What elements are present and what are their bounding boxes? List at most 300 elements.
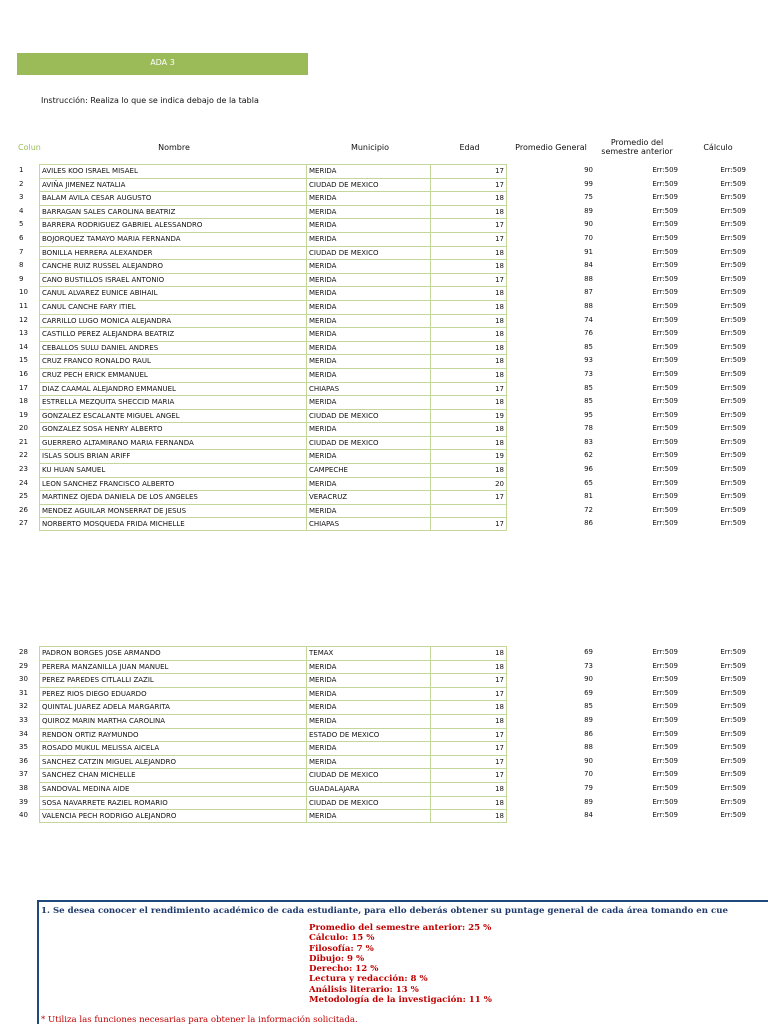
cell-promedio-semestre[interactable]: Err:509 (652, 274, 678, 283)
cell-promedio-general[interactable]: 81 (584, 492, 593, 501)
cell-promedio-general[interactable]: 85 (584, 383, 593, 392)
cell-municipio[interactable]: CHIAPAS (307, 517, 431, 531)
row-number[interactable]: 40 (19, 811, 28, 820)
cell-edad[interactable]: 17 (431, 687, 507, 701)
cell-promedio-semestre[interactable]: Err:509 (652, 342, 678, 351)
cell-edad[interactable]: 18 (431, 646, 507, 660)
cell-municipio[interactable]: MERIDA (307, 660, 431, 674)
row-number[interactable]: 32 (19, 702, 28, 711)
cell-nombre[interactable]: VALENCIA PECH RODRIGO ALEJANDRO (39, 809, 307, 823)
cell-edad[interactable]: 18 (431, 660, 507, 674)
cell-municipio[interactable]: MERIDA (307, 504, 431, 518)
cell-promedio-general[interactable]: 78 (584, 424, 593, 433)
cell-promedio-general[interactable]: 86 (584, 729, 593, 738)
cell-edad[interactable]: 17 (431, 382, 507, 396)
cell-calculo[interactable]: Err:509 (720, 315, 746, 324)
table-row (0, 178, 768, 192)
cell-promedio-semestre[interactable]: Err:509 (652, 247, 678, 256)
row-number[interactable]: 16 (19, 369, 28, 378)
cell-edad[interactable]: 18 (431, 354, 507, 368)
cell-promedio-general[interactable]: 85 (584, 342, 593, 351)
cell-promedio-semestre[interactable]: Err:509 (652, 397, 678, 406)
cell-calculo[interactable]: Err:509 (720, 743, 746, 752)
cell-municipio[interactable]: MERIDA (307, 477, 431, 491)
cell-promedio-general[interactable]: 88 (584, 274, 593, 283)
cell-edad[interactable]: 18 (431, 700, 507, 714)
cell-calculo[interactable]: Err:509 (720, 397, 746, 406)
cell-municipio[interactable]: MERIDA (307, 259, 431, 273)
cell-edad[interactable]: 18 (431, 314, 507, 328)
cell-calculo[interactable]: Err:509 (720, 383, 746, 392)
cell-promedio-semestre[interactable]: Err:509 (652, 206, 678, 215)
cell-promedio-general[interactable]: 69 (584, 648, 593, 656)
cell-promedio-general[interactable]: 65 (584, 478, 593, 487)
cell-edad[interactable] (431, 504, 507, 518)
cell-promedio-semestre[interactable]: Err:509 (652, 492, 678, 501)
cell-municipio[interactable]: MERIDA (307, 449, 431, 463)
cell-nombre[interactable]: RENDON ORTIZ RAYMUNDO (39, 728, 307, 742)
table-row (0, 409, 768, 423)
cell-calculo[interactable]: Err:509 (720, 437, 746, 446)
cell-edad[interactable]: 19 (431, 409, 507, 423)
cell-edad[interactable]: 18 (431, 286, 507, 300)
cell-edad[interactable]: 18 (431, 191, 507, 205)
cell-nombre[interactable]: BARRERA RODRIGUEZ GABRIEL ALESSANDRO (39, 218, 307, 232)
cell-nombre[interactable]: QUIROZ MARIN MARTHA CAROLINA (39, 714, 307, 728)
cell-municipio[interactable]: MERIDA (307, 741, 431, 755)
cell-promedio-semestre[interactable]: Err:509 (652, 437, 678, 446)
cell-calculo[interactable]: Err:509 (720, 715, 746, 724)
row-number[interactable]: 28 (19, 648, 28, 656)
cell-nombre[interactable]: SANCHEZ CHAN MICHELLE (39, 768, 307, 782)
row-number[interactable]: 29 (19, 661, 28, 670)
cell-promedio-general[interactable]: 85 (584, 397, 593, 406)
cell-promedio-general[interactable]: 88 (584, 301, 593, 310)
cell-promedio-general[interactable]: 79 (584, 783, 593, 792)
cell-promedio-semestre[interactable]: Err:509 (652, 756, 678, 765)
cell-municipio[interactable]: ESTADO DE MEXICO (307, 728, 431, 742)
cell-edad[interactable]: 17 (431, 728, 507, 742)
cell-nombre[interactable]: AVILES KOO ISRAEL MISAEL (39, 164, 307, 178)
cell-calculo[interactable]: Err:509 (720, 675, 746, 684)
cell-promedio-general[interactable]: 90 (584, 220, 593, 229)
cell-calculo[interactable]: Err:509 (720, 342, 746, 351)
cell-nombre[interactable]: PADRON BORGES JOSE ARMANDO (39, 646, 307, 660)
cell-edad[interactable]: 17 (431, 741, 507, 755)
row-number[interactable]: 31 (19, 688, 28, 697)
cell-promedio-general[interactable]: 83 (584, 437, 593, 446)
cell-municipio[interactable]: MERIDA (307, 300, 431, 314)
cell-nombre[interactable]: SOSA NAVARRETE RAZIEL ROMARIO (39, 796, 307, 810)
cell-edad[interactable]: 17 (431, 673, 507, 687)
cell-nombre[interactable]: PEREZ RIOS DIEGO EDUARDO (39, 687, 307, 701)
row-number[interactable]: 19 (19, 410, 28, 419)
cell-nombre[interactable]: CASTILLO PEREZ ALEJANDRA BEATRIZ (39, 327, 307, 341)
cell-edad[interactable]: 17 (431, 218, 507, 232)
cell-promedio-semestre[interactable]: Err:509 (652, 315, 678, 324)
cell-edad[interactable]: 17 (431, 232, 507, 246)
cell-calculo[interactable]: Err:509 (720, 451, 746, 460)
cell-edad[interactable]: 18 (431, 205, 507, 219)
row-number[interactable]: 25 (19, 492, 28, 501)
row-number[interactable]: 35 (19, 743, 28, 752)
title-banner[interactable]: ADA 3 (17, 53, 308, 75)
cell-promedio-general[interactable]: 96 (584, 465, 593, 474)
cell-edad[interactable]: 18 (431, 809, 507, 823)
cell-municipio[interactable]: MERIDA (307, 395, 431, 409)
header-promedio-general[interactable]: Promedio General (515, 143, 587, 152)
cell-nombre[interactable]: PERERA MANZANILLA JUAN MANUEL (39, 660, 307, 674)
cell-calculo[interactable]: Err:509 (720, 206, 746, 215)
cell-promedio-semestre[interactable]: Err:509 (652, 478, 678, 487)
cell-municipio[interactable]: CAMPECHE (307, 463, 431, 477)
cell-calculo[interactable]: Err:509 (720, 424, 746, 433)
cell-promedio-semestre[interactable]: Err:509 (652, 383, 678, 392)
cell-edad[interactable]: 18 (431, 782, 507, 796)
cell-calculo[interactable]: Err:509 (720, 756, 746, 765)
cell-municipio[interactable]: MERIDA (307, 755, 431, 769)
cell-edad[interactable]: 18 (431, 341, 507, 355)
cell-edad[interactable]: 18 (431, 395, 507, 409)
cell-nombre[interactable]: BOJORQUEZ TAMAYO MARIA FERNANDA (39, 232, 307, 246)
cell-promedio-semestre[interactable]: Err:509 (652, 743, 678, 752)
instruction-text: Instrucción: Realiza lo que se indica debajo de la tabla (41, 96, 259, 105)
cell-promedio-semestre[interactable]: Err:509 (652, 356, 678, 365)
row-number[interactable]: 24 (19, 478, 28, 487)
cell-promedio-general[interactable]: 89 (584, 206, 593, 215)
task-note: * Utiliza las funciones necesarias para obtener la información solicitada. (41, 1015, 358, 1024)
cell-municipio[interactable]: CIUDAD DE MEXICO (307, 768, 431, 782)
row-number[interactable]: 39 (19, 797, 28, 806)
header-nombre[interactable]: Nombre (158, 143, 190, 152)
cell-promedio-general[interactable]: 70 (584, 233, 593, 242)
row-number[interactable]: 26 (19, 505, 28, 514)
cell-nombre[interactable]: CRUZ FRANCO RONALDO RAUL (39, 354, 307, 368)
cell-nombre[interactable]: CANCHE RUIZ RUSSEL ALEJANDRO (39, 259, 307, 273)
cell-calculo[interactable]: Err:509 (720, 505, 746, 514)
cell-promedio-general[interactable]: 70 (584, 770, 593, 779)
cell-promedio-semestre[interactable]: Err:509 (652, 166, 678, 174)
cell-edad[interactable]: 17 (431, 273, 507, 287)
cell-promedio-general[interactable]: 76 (584, 329, 593, 338)
weight-item: Derecho: 12 % (309, 964, 379, 975)
cell-nombre[interactable]: CARRILLO LUGO MONICA ALEJANDRA (39, 314, 307, 328)
cell-calculo[interactable]: Err:509 (720, 688, 746, 697)
cell-municipio[interactable]: MERIDA (307, 314, 431, 328)
cell-promedio-general[interactable]: 72 (584, 505, 593, 514)
header-promedio-semestre[interactable]: Promedio del semestre anterior (601, 138, 673, 156)
cell-promedio-semestre[interactable]: Err:509 (652, 729, 678, 738)
cell-municipio[interactable]: CHIAPAS (307, 382, 431, 396)
cell-edad[interactable]: 17 (431, 768, 507, 782)
row-number[interactable]: 12 (19, 315, 28, 324)
cell-municipio[interactable]: MERIDA (307, 218, 431, 232)
cell-promedio-semestre[interactable]: Err:509 (652, 648, 678, 656)
cell-nombre[interactable]: CANUL CANCHE FARY ITIEL (39, 300, 307, 314)
cell-promedio-semestre[interactable]: Err:509 (652, 179, 678, 188)
cell-calculo[interactable]: Err:509 (720, 729, 746, 738)
cell-promedio-general[interactable]: 95 (584, 410, 593, 419)
cell-calculo[interactable]: Err:509 (720, 410, 746, 419)
row-number[interactable]: 10 (19, 288, 28, 297)
cell-calculo[interactable]: Err:509 (720, 261, 746, 270)
cell-nombre[interactable]: ISLAS SOLIS BRIAN ARIFF (39, 449, 307, 463)
cell-municipio[interactable]: CIUDAD DE MEXICO (307, 178, 431, 192)
cell-promedio-general[interactable]: 73 (584, 369, 593, 378)
cell-nombre[interactable]: AVIÑA JIMENEZ NATALIA (39, 178, 307, 192)
cell-municipio[interactable]: MERIDA (307, 273, 431, 287)
cell-calculo[interactable]: Err:509 (720, 220, 746, 229)
cell-edad[interactable]: 18 (431, 300, 507, 314)
cell-edad[interactable]: 18 (431, 463, 507, 477)
cell-nombre[interactable]: DIAZ CAAMAL ALEJANDRO EMMANUEL (39, 382, 307, 396)
cell-edad[interactable]: 18 (431, 422, 507, 436)
cell-promedio-general[interactable]: 84 (584, 811, 593, 820)
weight-item: Lectura y redacción: 8 % (309, 974, 428, 985)
cell-municipio[interactable]: MERIDA (307, 673, 431, 687)
cell-nombre[interactable]: SANDOVAL MEDINA AIDE (39, 782, 307, 796)
cell-promedio-semestre[interactable]: Err:509 (652, 715, 678, 724)
cell-municipio[interactable]: MERIDA (307, 714, 431, 728)
cell-edad[interactable]: 18 (431, 368, 507, 382)
cell-promedio-semestre[interactable]: Err:509 (652, 519, 678, 528)
row-number[interactable]: 3 (19, 193, 24, 202)
row-number[interactable]: 5 (19, 220, 24, 229)
cell-municipio[interactable]: MERIDA (307, 232, 431, 246)
cell-promedio-general[interactable]: 90 (584, 166, 593, 174)
cell-promedio-general[interactable]: 87 (584, 288, 593, 297)
cell-promedio-general[interactable]: 89 (584, 797, 593, 806)
cell-promedio-semestre[interactable]: Err:509 (652, 261, 678, 270)
cell-edad[interactable]: 17 (431, 755, 507, 769)
cell-calculo[interactable]: Err:509 (720, 648, 746, 656)
row-number[interactable]: 9 (19, 274, 24, 283)
cell-nombre[interactable]: ROSADO MUKUL MELISSA AICELA (39, 741, 307, 755)
row-number[interactable]: 20 (19, 424, 28, 433)
cell-municipio[interactable]: CIUDAD DE MEXICO (307, 246, 431, 260)
cell-calculo[interactable]: Err:509 (720, 233, 746, 242)
cell-nombre[interactable]: GONZALEZ ESCALANTE MIGUEL ANGEL (39, 409, 307, 423)
cell-promedio-semestre[interactable]: Err:509 (652, 451, 678, 460)
cell-promedio-semestre[interactable]: Err:509 (652, 783, 678, 792)
cell-promedio-general[interactable]: 93 (584, 356, 593, 365)
cell-calculo[interactable]: Err:509 (720, 166, 746, 174)
cell-calculo[interactable]: Err:509 (720, 811, 746, 820)
cell-calculo[interactable]: Err:509 (720, 274, 746, 283)
cell-nombre[interactable]: KU HUAN SAMUEL (39, 463, 307, 477)
row-number[interactable]: 15 (19, 356, 28, 365)
cell-nombre[interactable]: BALAM AVILA CESAR AUGUSTO (39, 191, 307, 205)
cell-edad[interactable]: 18 (431, 436, 507, 450)
cell-municipio[interactable]: MERIDA (307, 286, 431, 300)
cell-nombre[interactable]: MENDEZ AGUILAR MONSERRAT DE JESUS (39, 504, 307, 518)
row-number[interactable]: 13 (19, 329, 28, 338)
cell-promedio-semestre[interactable]: Err:509 (652, 424, 678, 433)
cell-calculo[interactable]: Err:509 (720, 478, 746, 487)
row-number[interactable]: 14 (19, 342, 28, 351)
cell-promedio-general[interactable]: 62 (584, 451, 593, 460)
row-number[interactable]: 6 (19, 233, 24, 242)
cell-nombre[interactable]: PEREZ PAREDES CITLALLI ZAZIL (39, 673, 307, 687)
cell-promedio-semestre[interactable]: Err:509 (652, 301, 678, 310)
table-row (0, 436, 768, 450)
row-number[interactable]: 34 (19, 729, 28, 738)
cell-promedio-general[interactable]: 69 (584, 688, 593, 697)
cell-calculo[interactable]: Err:509 (720, 179, 746, 188)
cell-municipio[interactable]: MERIDA (307, 327, 431, 341)
row-number[interactable]: 11 (19, 301, 28, 310)
cell-municipio[interactable]: TEMAX (307, 646, 431, 660)
row-number[interactable]: 37 (19, 770, 28, 779)
row-number[interactable]: 7 (19, 247, 24, 256)
cell-promedio-general[interactable]: 75 (584, 193, 593, 202)
row-number[interactable]: 4 (19, 206, 24, 215)
cell-municipio[interactable]: MERIDA (307, 368, 431, 382)
cell-calculo[interactable]: Err:509 (720, 797, 746, 806)
row-number[interactable]: 38 (19, 783, 28, 792)
cell-edad[interactable]: 17 (431, 178, 507, 192)
cell-promedio-semestre[interactable]: Err:509 (652, 797, 678, 806)
row-number[interactable]: 21 (19, 437, 28, 446)
cell-calculo[interactable]: Err:509 (720, 288, 746, 297)
cell-municipio[interactable]: MERIDA (307, 700, 431, 714)
cell-nombre[interactable]: ESTRELLA MEZQUITA SHECCID MARIA (39, 395, 307, 409)
cell-municipio[interactable]: MERIDA (307, 205, 431, 219)
cell-calculo[interactable]: Err:509 (720, 247, 746, 256)
header-colun[interactable]: Colun (18, 143, 41, 152)
cell-promedio-semestre[interactable]: Err:509 (652, 702, 678, 711)
row-number[interactable]: 30 (19, 675, 28, 684)
row-number[interactable]: 2 (19, 179, 24, 188)
cell-promedio-general[interactable]: 90 (584, 675, 593, 684)
cell-nombre[interactable]: QUINTAL JUAREZ ADELA MARGARITA (39, 700, 307, 714)
cell-calculo[interactable]: Err:509 (720, 356, 746, 365)
header-calculo[interactable]: Cálculo (703, 143, 733, 152)
cell-nombre[interactable]: LEON SANCHEZ FRANCISCO ALBERTO (39, 477, 307, 491)
cell-municipio[interactable]: MERIDA (307, 687, 431, 701)
cell-promedio-general[interactable]: 73 (584, 661, 593, 670)
cell-nombre[interactable]: BARRAGAN SALES CAROLINA BEATRIZ (39, 205, 307, 219)
cell-promedio-semestre[interactable]: Err:509 (652, 675, 678, 684)
cell-promedio-general[interactable]: 86 (584, 519, 593, 528)
cell-calculo[interactable]: Err:509 (720, 492, 746, 501)
cell-calculo[interactable]: Err:509 (720, 329, 746, 338)
cell-nombre[interactable]: NORBERTO MOSQUEDA FRIDA MICHELLE (39, 517, 307, 531)
row-number[interactable]: 27 (19, 519, 28, 528)
cell-promedio-semestre[interactable]: Err:509 (652, 505, 678, 514)
cell-municipio[interactable]: MERIDA (307, 341, 431, 355)
cell-edad[interactable]: 17 (431, 164, 507, 178)
cell-promedio-general[interactable]: 89 (584, 715, 593, 724)
cell-promedio-semestre[interactable]: Err:509 (652, 465, 678, 474)
cell-municipio[interactable]: CIUDAD DE MEXICO (307, 409, 431, 423)
cell-promedio-general[interactable]: 88 (584, 743, 593, 752)
cell-edad[interactable]: 18 (431, 259, 507, 273)
task-box[interactable] (37, 900, 768, 1024)
cell-municipio[interactable]: MERIDA (307, 164, 431, 178)
cell-calculo[interactable]: Err:509 (720, 301, 746, 310)
cell-edad[interactable]: 18 (431, 327, 507, 341)
cell-promedio-semestre[interactable]: Err:509 (652, 770, 678, 779)
cell-municipio[interactable]: MERIDA (307, 422, 431, 436)
cell-edad[interactable]: 19 (431, 449, 507, 463)
cell-municipio[interactable]: MERIDA (307, 191, 431, 205)
cell-calculo[interactable]: Err:509 (720, 369, 746, 378)
cell-municipio[interactable]: CIUDAD DE MEXICO (307, 436, 431, 450)
cell-edad[interactable]: 17 (431, 490, 507, 504)
row-number[interactable]: 8 (19, 261, 24, 270)
cell-promedio-general[interactable]: 91 (584, 247, 593, 256)
cell-promedio-semestre[interactable]: Err:509 (652, 329, 678, 338)
weight-item: Cálculo: 15 % (309, 933, 375, 944)
cell-edad[interactable]: 18 (431, 714, 507, 728)
cell-promedio-semestre[interactable]: Err:509 (652, 288, 678, 297)
cell-promedio-general[interactable]: 74 (584, 315, 593, 324)
row-number[interactable]: 36 (19, 756, 28, 765)
cell-promedio-general[interactable]: 90 (584, 756, 593, 765)
cell-promedio-general[interactable]: 84 (584, 261, 593, 270)
cell-edad[interactable]: 18 (431, 796, 507, 810)
cell-promedio-general[interactable]: 99 (584, 179, 593, 188)
cell-nombre[interactable]: MARTINEZ OJEDA DANIELA DE LOS ANGELES (39, 490, 307, 504)
header-municipio[interactable]: Municipio (350, 143, 390, 152)
row-number[interactable]: 23 (19, 465, 28, 474)
table-row (0, 259, 768, 273)
row-number[interactable]: 22 (19, 451, 28, 460)
cell-promedio-semestre[interactable]: Err:509 (652, 661, 678, 670)
row-number[interactable]: 33 (19, 715, 28, 724)
cell-calculo[interactable]: Err:509 (720, 770, 746, 779)
cell-edad[interactable]: 17 (431, 517, 507, 531)
cell-nombre[interactable]: SANCHEZ CATZIN MIGUEL ALEJANDRO (39, 755, 307, 769)
cell-edad[interactable]: 18 (431, 246, 507, 260)
cell-promedio-semestre[interactable]: Err:509 (652, 410, 678, 419)
row-number[interactable]: 1 (19, 166, 24, 174)
cell-promedio-semestre[interactable]: Err:509 (652, 688, 678, 697)
cell-nombre[interactable]: CRUZ PECH ERICK EMMANUEL (39, 368, 307, 382)
cell-calculo[interactable]: Err:509 (720, 193, 746, 202)
cell-promedio-semestre[interactable]: Err:509 (652, 811, 678, 820)
cell-calculo[interactable]: Err:509 (720, 783, 746, 792)
cell-promedio-semestre[interactable]: Err:509 (652, 193, 678, 202)
cell-calculo[interactable]: Err:509 (720, 519, 746, 528)
cell-municipio[interactable]: MERIDA (307, 354, 431, 368)
cell-municipio[interactable]: VERACRUZ (307, 490, 431, 504)
cell-nombre[interactable]: CANO BUSTILLOS ISRAEL ANTONIO (39, 273, 307, 287)
table-row (0, 517, 768, 531)
row-number[interactable]: 17 (19, 383, 28, 392)
cell-municipio[interactable]: CIUDAD DE MEXICO (307, 796, 431, 810)
header-edad[interactable]: Edad (459, 143, 480, 152)
cell-nombre[interactable]: GONZALEZ SOSA HENRY ALBERTO (39, 422, 307, 436)
cell-calculo[interactable]: Err:509 (720, 465, 746, 474)
cell-promedio-general[interactable]: 85 (584, 702, 593, 711)
cell-nombre[interactable]: BONILLA HERRERA ALEXANDER (39, 246, 307, 260)
cell-nombre[interactable]: CEBALLOS SULU DANIEL ANDRES (39, 341, 307, 355)
cell-edad[interactable]: 20 (431, 477, 507, 491)
cell-municipio[interactable]: MERIDA (307, 809, 431, 823)
cell-promedio-semestre[interactable]: Err:509 (652, 220, 678, 229)
cell-nombre[interactable]: GUERRERO ALTAMIRANO MARIA FERNANDA (39, 436, 307, 450)
table-row (0, 796, 768, 810)
cell-promedio-semestre[interactable]: Err:509 (652, 233, 678, 242)
cell-calculo[interactable]: Err:509 (720, 702, 746, 711)
cell-calculo[interactable]: Err:509 (720, 661, 746, 670)
cell-municipio[interactable]: GUADALAJARA (307, 782, 431, 796)
row-number[interactable]: 18 (19, 397, 28, 406)
cell-promedio-semestre[interactable]: Err:509 (652, 369, 678, 378)
cell-nombre[interactable]: CANUL ALVAREZ EUNICE ABIHAIL (39, 286, 307, 300)
